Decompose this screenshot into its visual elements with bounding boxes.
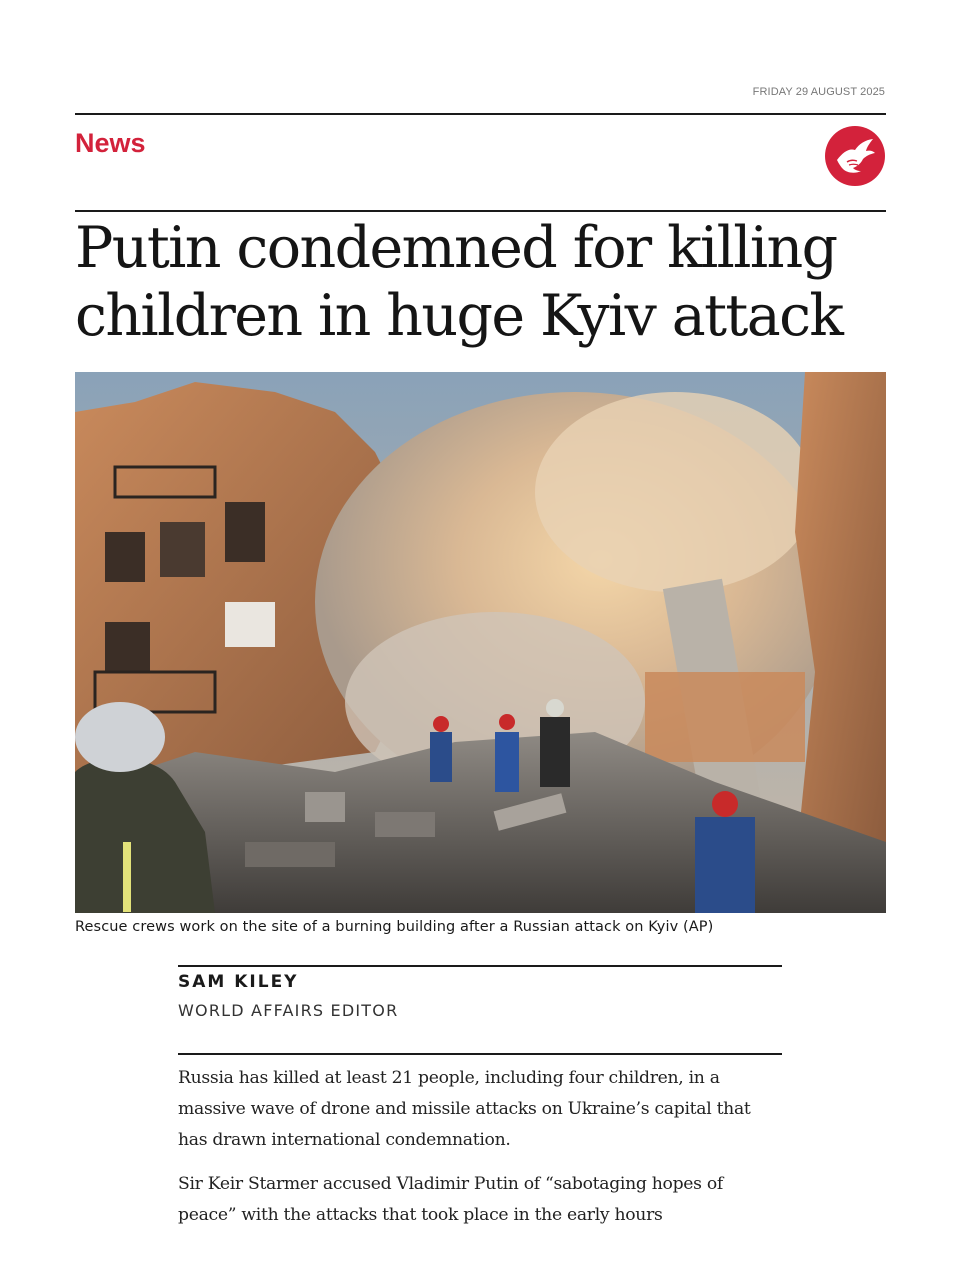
- section-label[interactable]: News: [75, 128, 146, 158]
- bombed-building-photo[interactable]: [75, 372, 886, 913]
- author-name[interactable]: SAM KILEY: [178, 972, 299, 992]
- top-divider: [75, 113, 886, 115]
- eagle-logo-icon[interactable]: [825, 126, 885, 186]
- byline-top-divider: [178, 965, 782, 967]
- headline-divider: [75, 210, 886, 212]
- body-paragraph: Russia has killed at least 21 people, including four children, in a massive wave of drone and missile attacks on Ukraine’s capital that has drawn international condemnation.: [178, 1068, 751, 1150]
- photo-caption: Rescue crews work on the site of a burning building after a Russian attack on Kyiv (AP): [75, 919, 714, 935]
- author-role: WORLD AFFAIRS EDITOR: [178, 1001, 399, 1020]
- byline-bottom-divider: [178, 1053, 782, 1055]
- body-paragraph: Sir Keir Starmer accused Vladimir Putin of “sabotaging hopes of peace” with the attacks that took place in the early hours: [178, 1174, 723, 1225]
- article-headline: [75, 214, 905, 350]
- headline-line-2: children in huge Kyiv attack: [75, 283, 843, 349]
- edition-date: FRIDAY 29 AUGUST 2025: [752, 86, 885, 98]
- headline-line-1: Putin condemned for killing: [75, 215, 837, 281]
